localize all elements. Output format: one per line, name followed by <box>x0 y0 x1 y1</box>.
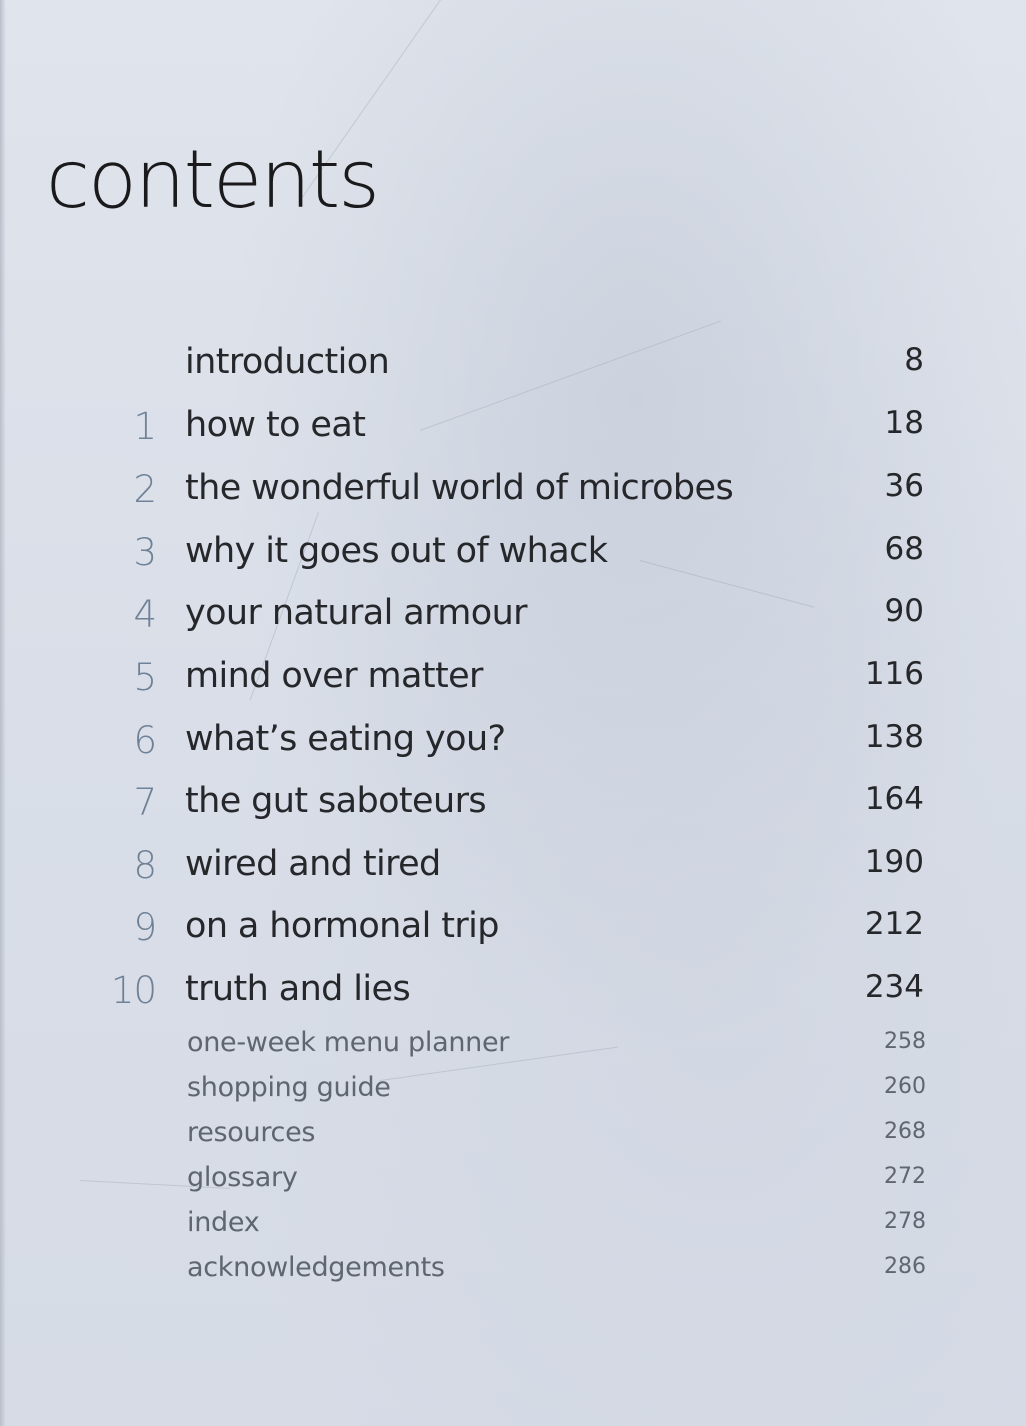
back-matter-title: resources <box>187 1117 316 1148</box>
chapter-title: why it goes out of whack <box>185 531 608 571</box>
chapter-title: wired and tired <box>185 844 441 884</box>
back-matter-entry <box>0 1162 1026 1198</box>
toc-entry <box>0 342 1026 392</box>
page-number: 164 <box>864 781 924 817</box>
back-matter-entry <box>0 1117 1026 1153</box>
chapter-number: 8 <box>133 844 156 887</box>
page-number: 68 <box>884 531 924 567</box>
toc-entry <box>0 593 1026 643</box>
toc-entry <box>0 844 1026 894</box>
page-number: 234 <box>864 969 924 1005</box>
back-matter-entry <box>0 1252 1026 1288</box>
back-matter-title: one-week menu planner <box>187 1027 510 1058</box>
back-matter-entry <box>0 1207 1026 1243</box>
chapter-number: 9 <box>133 906 156 949</box>
page-number: 286 <box>884 1254 926 1279</box>
toc-entry <box>0 405 1026 455</box>
chapter-number: 10 <box>110 969 156 1012</box>
page-number: 8 <box>904 342 924 378</box>
chapter-number: 1 <box>133 405 156 448</box>
back-matter-title: acknowledgements <box>187 1252 445 1283</box>
chapter-title: the gut saboteurs <box>185 781 486 821</box>
toc-entry <box>0 906 1026 956</box>
toc-entry <box>0 468 1026 518</box>
chapter-title: your natural armour <box>185 593 527 633</box>
chapter-title: on a hormonal trip <box>185 906 499 946</box>
back-matter-entry <box>0 1027 1026 1063</box>
chapter-number: 5 <box>133 656 156 699</box>
page-number: 36 <box>884 468 924 504</box>
page-number: 260 <box>884 1074 926 1099</box>
toc-entry <box>0 531 1026 581</box>
toc-entry <box>0 781 1026 831</box>
chapter-title: truth and lies <box>185 969 411 1009</box>
page-number: 212 <box>864 906 924 942</box>
back-matter-entry <box>0 1072 1026 1108</box>
page-number: 138 <box>864 719 924 755</box>
toc-entry <box>0 656 1026 706</box>
chapter-title: introduction <box>185 342 390 382</box>
chapter-number: 6 <box>133 719 156 762</box>
page-number: 18 <box>884 405 924 441</box>
page-number: 272 <box>884 1164 926 1189</box>
chapter-title: the wonderful world of microbes <box>185 468 734 508</box>
page-title: contents <box>46 133 378 226</box>
page-number: 116 <box>864 656 924 692</box>
page-number: 90 <box>884 593 924 629</box>
page-number: 268 <box>884 1119 926 1144</box>
toc-entry <box>0 719 1026 769</box>
page-number: 190 <box>864 844 924 880</box>
back-matter-title: shopping guide <box>187 1072 391 1103</box>
chapter-number: 2 <box>133 468 156 511</box>
chapter-number: 7 <box>133 781 156 824</box>
chapter-title: mind over matter <box>185 656 483 696</box>
toc-entry <box>0 969 1026 1019</box>
back-matter-title: index <box>187 1207 260 1238</box>
chapter-title: what’s eating you? <box>185 719 506 759</box>
page-number: 278 <box>884 1209 926 1234</box>
chapter-number: 3 <box>133 531 156 574</box>
chapter-number: 4 <box>133 593 156 636</box>
back-matter-title: glossary <box>187 1162 298 1193</box>
chapter-title: how to eat <box>185 405 366 445</box>
page-number: 258 <box>884 1029 926 1054</box>
